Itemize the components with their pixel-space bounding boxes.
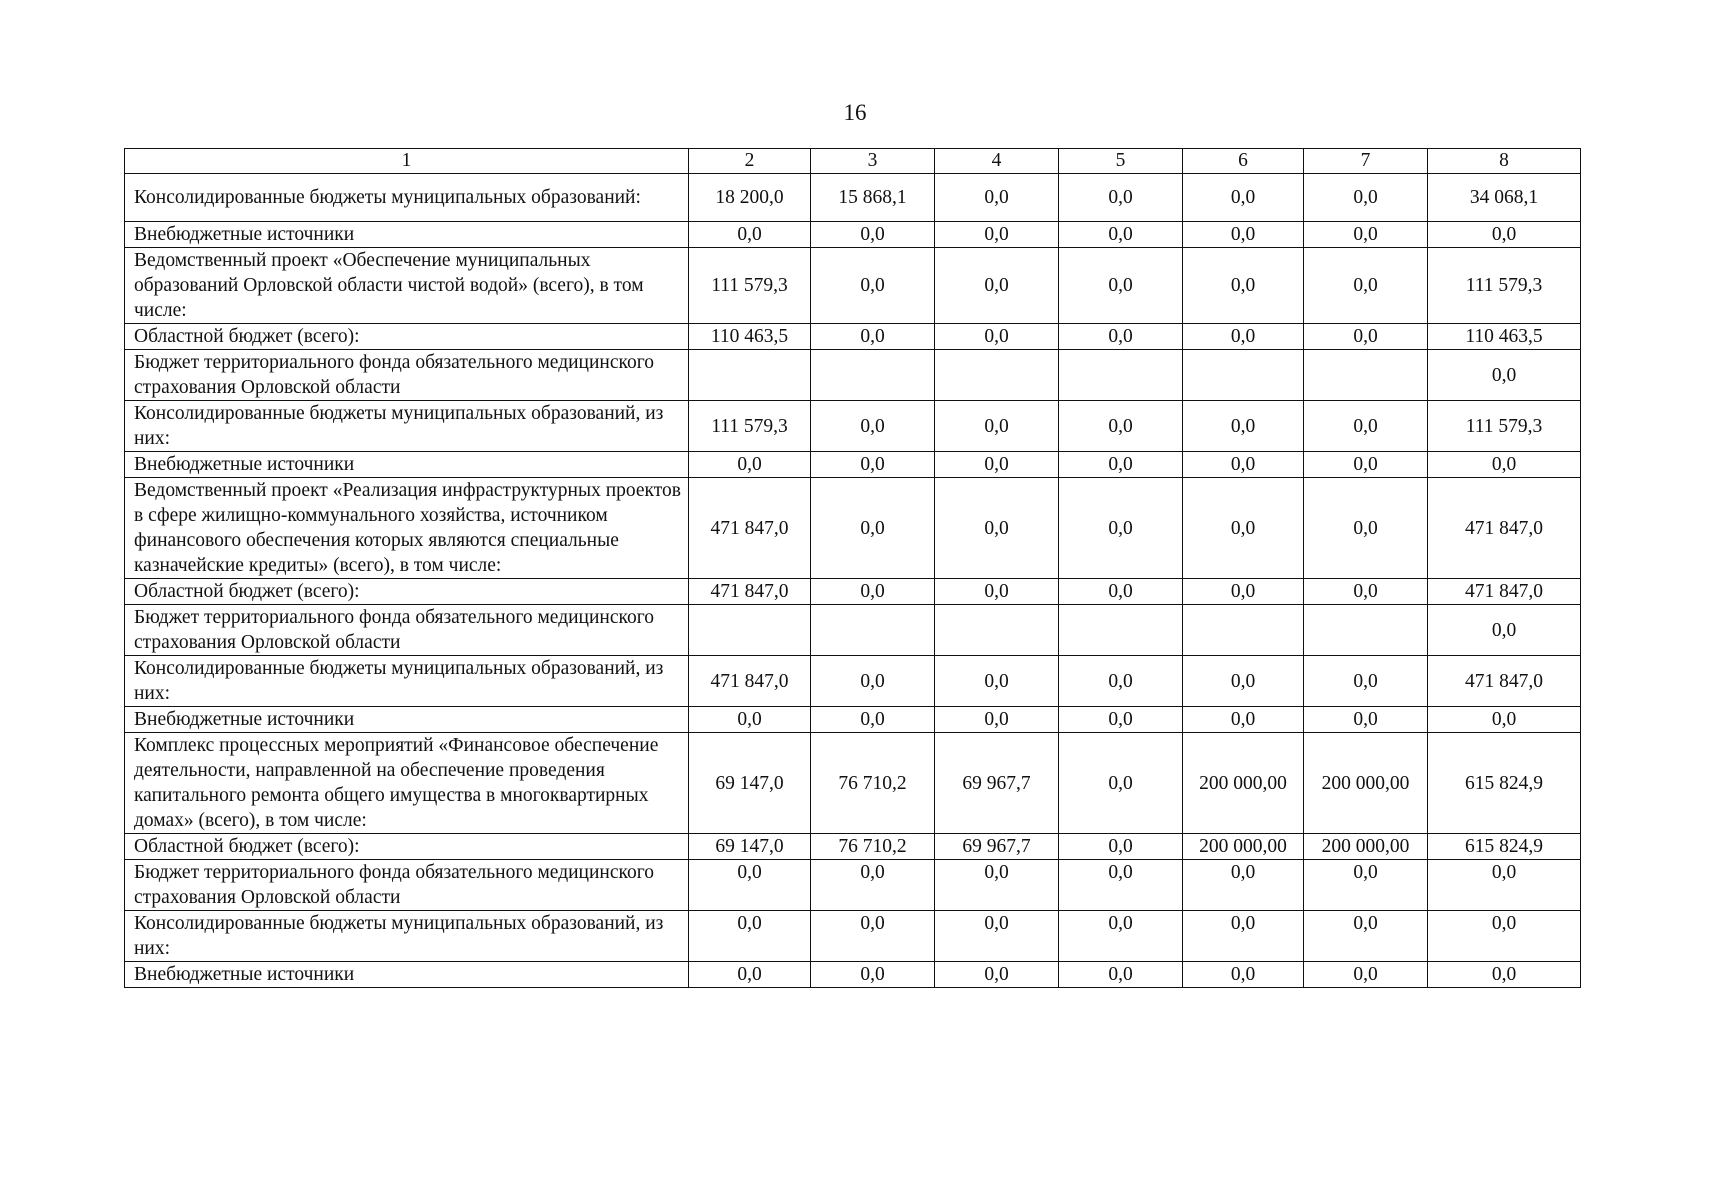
value-cell: 0,0 — [1183, 962, 1304, 988]
value-cell — [811, 350, 935, 401]
value-cell — [935, 350, 1059, 401]
value-cell: 0,0 — [1304, 962, 1428, 988]
value-cell: 111 579,3 — [689, 401, 811, 452]
value-cell: 0,0 — [1183, 452, 1304, 478]
value-cell: 69 967,7 — [935, 834, 1059, 860]
page-number: 16 — [843, 100, 867, 125]
value-cell: 0,0 — [811, 860, 935, 911]
value-cell: 0,0 — [1183, 860, 1304, 911]
row-label: Внебюджетные источники — [125, 962, 689, 988]
value-cell: 0,0 — [1304, 911, 1428, 962]
row-label: Областной бюджет (всего): — [125, 324, 689, 350]
value-cell: 0,0 — [935, 222, 1059, 248]
value-cell: 0,0 — [1304, 707, 1428, 733]
table-row — [125, 656, 1581, 707]
value-cell: 0,0 — [1059, 579, 1183, 605]
value-cell: 0,0 — [811, 911, 935, 962]
value-cell — [1183, 350, 1304, 401]
value-cell: 0,0 — [1183, 911, 1304, 962]
value-cell: 76 710,2 — [811, 733, 935, 834]
row-label: Внебюджетные источники — [125, 222, 689, 248]
value-cell: 0,0 — [1304, 324, 1428, 350]
value-cell: 110 463,5 — [689, 324, 811, 350]
value-cell: 0,0 — [1428, 350, 1581, 401]
table-row — [125, 579, 1581, 605]
value-cell: 0,0 — [689, 222, 811, 248]
header-cell: 2 — [689, 149, 811, 174]
value-cell: 471 847,0 — [689, 478, 811, 579]
table-row — [125, 248, 1581, 324]
value-cell: 0,0 — [1428, 452, 1581, 478]
value-cell: 0,0 — [1059, 324, 1183, 350]
value-cell: 0,0 — [1059, 834, 1183, 860]
value-cell: 0,0 — [1059, 248, 1183, 324]
header-cell: 3 — [811, 149, 935, 174]
value-cell: 0,0 — [1428, 222, 1581, 248]
table-row — [125, 401, 1581, 452]
value-cell: 0,0 — [811, 324, 935, 350]
value-cell: 0,0 — [1059, 860, 1183, 911]
value-cell: 0,0 — [811, 478, 935, 579]
value-cell: 0,0 — [689, 860, 811, 911]
value-cell: 0,0 — [1183, 174, 1304, 222]
value-cell: 0,0 — [811, 452, 935, 478]
value-cell: 0,0 — [935, 174, 1059, 222]
value-cell: 0,0 — [1304, 579, 1428, 605]
value-cell: 0,0 — [1304, 478, 1428, 579]
value-cell: 0,0 — [811, 579, 935, 605]
row-label: Консолидированные бюджеты муниципальных образований, из них: — [125, 401, 689, 452]
row-label: Ведомственный проект «Реализация инфраструктурных проектов в сфере жилищно-коммунального хозяйства, источником финансового обеспечения которых являются специальные казначейские кредиты» (всего), в том числе: — [125, 478, 689, 579]
value-cell: 0,0 — [1059, 478, 1183, 579]
value-cell: 0,0 — [1304, 452, 1428, 478]
value-cell — [935, 605, 1059, 656]
value-cell: 471 847,0 — [1428, 579, 1581, 605]
value-cell: 0,0 — [1304, 401, 1428, 452]
value-cell — [1304, 350, 1428, 401]
value-cell: 34 068,1 — [1428, 174, 1581, 222]
value-cell: 0,0 — [1304, 860, 1428, 911]
row-label: Бюджет территориального фонда обязательного медицинского страхования Орловской области — [125, 350, 689, 401]
header-cell: 1 — [125, 149, 689, 174]
value-cell: 0,0 — [935, 962, 1059, 988]
value-cell: 0,0 — [1304, 222, 1428, 248]
financing-table — [124, 148, 1581, 988]
value-cell: 0,0 — [1428, 707, 1581, 733]
value-cell: 111 579,3 — [1428, 248, 1581, 324]
value-cell: 0,0 — [1059, 452, 1183, 478]
value-cell: 0,0 — [1428, 911, 1581, 962]
value-cell: 0,0 — [935, 579, 1059, 605]
value-cell: 0,0 — [1183, 324, 1304, 350]
table-row — [125, 452, 1581, 478]
value-cell: 0,0 — [689, 452, 811, 478]
value-cell: 18 200,0 — [689, 174, 811, 222]
value-cell: 0,0 — [1183, 248, 1304, 324]
value-cell: 0,0 — [811, 222, 935, 248]
table-row — [125, 834, 1581, 860]
value-cell: 0,0 — [1059, 656, 1183, 707]
value-cell: 200 000,00 — [1183, 834, 1304, 860]
value-cell: 110 463,5 — [1428, 324, 1581, 350]
value-cell: 0,0 — [1059, 707, 1183, 733]
table-row — [125, 605, 1581, 656]
table-row — [125, 962, 1581, 988]
value-cell: 0,0 — [1059, 401, 1183, 452]
value-cell: 615 824,9 — [1428, 733, 1581, 834]
value-cell: 0,0 — [935, 324, 1059, 350]
value-cell: 471 847,0 — [1428, 478, 1581, 579]
table-row — [125, 733, 1581, 834]
value-cell: 0,0 — [811, 401, 935, 452]
value-cell: 0,0 — [935, 860, 1059, 911]
value-cell — [689, 605, 811, 656]
value-cell: 0,0 — [935, 478, 1059, 579]
value-cell: 111 579,3 — [689, 248, 811, 324]
value-cell: 0,0 — [689, 962, 811, 988]
value-cell: 69 147,0 — [689, 834, 811, 860]
value-cell: 0,0 — [811, 656, 935, 707]
value-cell: 0,0 — [1059, 733, 1183, 834]
table-row — [125, 911, 1581, 962]
value-cell — [1304, 605, 1428, 656]
value-cell: 0,0 — [1183, 401, 1304, 452]
value-cell: 0,0 — [1428, 860, 1581, 911]
value-cell: 471 847,0 — [689, 656, 811, 707]
value-cell: 0,0 — [1183, 222, 1304, 248]
value-cell: 0,0 — [689, 911, 811, 962]
value-cell — [1183, 605, 1304, 656]
value-cell: 471 847,0 — [1428, 656, 1581, 707]
value-cell: 200 000,00 — [1304, 834, 1428, 860]
value-cell: 0,0 — [935, 452, 1059, 478]
value-cell: 0,0 — [1183, 656, 1304, 707]
row-label: Областной бюджет (всего): — [125, 834, 689, 860]
row-label: Бюджет территориального фонда обязательного медицинского страхования Орловской области — [125, 605, 689, 656]
value-cell: 15 868,1 — [811, 174, 935, 222]
table-row — [125, 478, 1581, 579]
value-cell: 0,0 — [689, 707, 811, 733]
value-cell: 0,0 — [811, 707, 935, 733]
header-cell: 8 — [1428, 149, 1581, 174]
value-cell: 471 847,0 — [689, 579, 811, 605]
header-cell: 5 — [1059, 149, 1183, 174]
row-label: Комплекс процессных мероприятий «Финансовое обеспечение деятельности, направленной на обеспечение проведения капитального ремонта общего имущества в многоквартирных домах» (всего), в том числе: — [125, 733, 689, 834]
value-cell: 0,0 — [811, 248, 935, 324]
table-row — [125, 707, 1581, 733]
value-cell: 615 824,9 — [1428, 834, 1581, 860]
value-cell: 0,0 — [1183, 579, 1304, 605]
value-cell: 69 967,7 — [935, 733, 1059, 834]
value-cell: 0,0 — [1183, 707, 1304, 733]
row-label: Консолидированные бюджеты муниципальных образований, из них: — [125, 656, 689, 707]
value-cell: 0,0 — [935, 707, 1059, 733]
value-cell: 200 000,00 — [1304, 733, 1428, 834]
value-cell: 111 579,3 — [1428, 401, 1581, 452]
row-label: Бюджет территориального фонда обязательного медицинского страхования Орловской области — [125, 860, 689, 911]
row-label: Внебюджетные источники — [125, 452, 689, 478]
value-cell: 0,0 — [935, 401, 1059, 452]
header-cell: 6 — [1183, 149, 1304, 174]
value-cell: 0,0 — [1183, 478, 1304, 579]
value-cell: 200 000,00 — [1183, 733, 1304, 834]
value-cell: 69 147,0 — [689, 733, 811, 834]
value-cell: 0,0 — [1304, 174, 1428, 222]
value-cell — [1059, 605, 1183, 656]
row-label: Ведомственный проект «Обеспечение муниципальных образований Орловской области чистой водой» (всего), в том числе: — [125, 248, 689, 324]
value-cell: 0,0 — [1304, 656, 1428, 707]
value-cell — [811, 605, 935, 656]
value-cell: 0,0 — [811, 962, 935, 988]
row-label: Областной бюджет (всего): — [125, 579, 689, 605]
row-label: Консолидированные бюджеты муниципальных образований, из них: — [125, 911, 689, 962]
value-cell: 0,0 — [1428, 605, 1581, 656]
table-row — [125, 222, 1581, 248]
row-label: Консолидированные бюджеты муниципальных образований: — [125, 174, 689, 222]
value-cell: 0,0 — [1304, 248, 1428, 324]
table-row — [125, 324, 1581, 350]
value-cell: 0,0 — [935, 911, 1059, 962]
value-cell: 0,0 — [1059, 222, 1183, 248]
header-cell: 4 — [935, 149, 1059, 174]
value-cell — [689, 350, 811, 401]
table-row — [125, 860, 1581, 911]
value-cell: 0,0 — [1059, 174, 1183, 222]
value-cell: 0,0 — [1059, 911, 1183, 962]
value-cell — [1059, 350, 1183, 401]
value-cell: 0,0 — [935, 248, 1059, 324]
header-cell: 7 — [1304, 149, 1428, 174]
value-cell: 76 710,2 — [811, 834, 935, 860]
table-row — [125, 350, 1581, 401]
value-cell: 0,0 — [1059, 962, 1183, 988]
row-label: Внебюджетные источники — [125, 707, 689, 733]
table-row — [125, 174, 1581, 222]
value-cell: 0,0 — [935, 656, 1059, 707]
value-cell: 0,0 — [1428, 962, 1581, 988]
header-row — [125, 149, 1581, 174]
